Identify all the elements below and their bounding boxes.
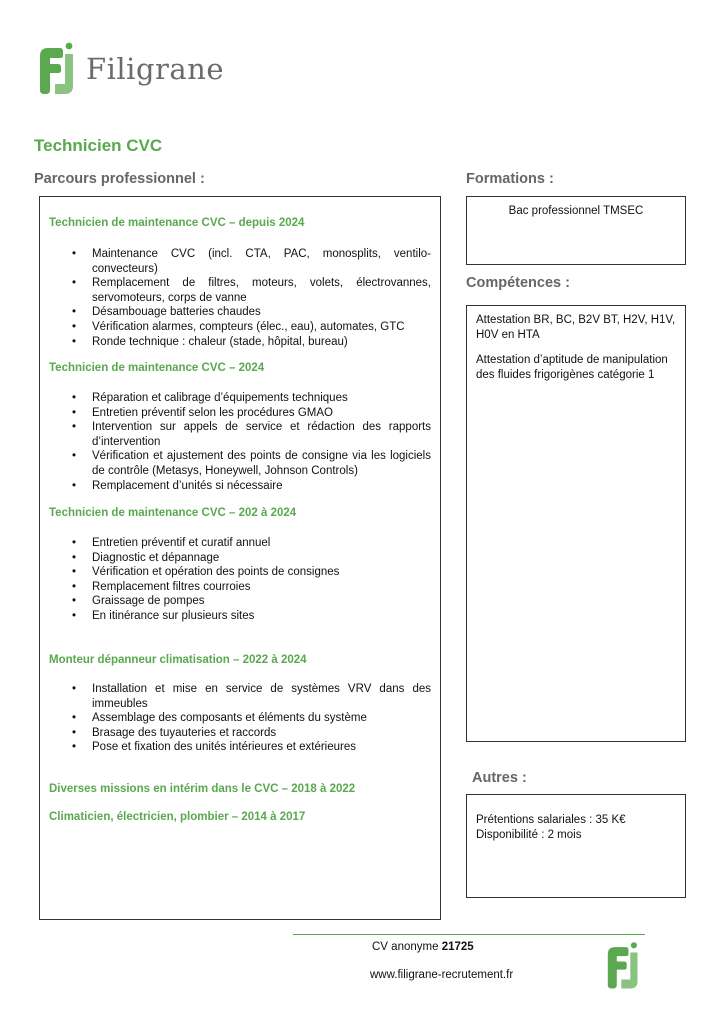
page-title: Technicien CVC xyxy=(34,136,163,155)
job-title: Technicien de maintenance CVC – 2024 xyxy=(49,362,265,374)
list-item: • Entretien préventif et curatif annuel xyxy=(49,536,431,551)
formations-heading: Formations : xyxy=(466,171,554,187)
job-title: Technicien de maintenance CVC – 202 à 2024 xyxy=(49,507,297,519)
brand-name: Filigrane xyxy=(86,52,225,86)
list-item: • Vérification et ajustement des points de consigne via les logiciels de contrôle (Metasys, Honeywell, Johnson Controls) xyxy=(49,449,431,478)
job-items xyxy=(49,391,431,493)
list-item: • Remplacement d’unités si nécessaire xyxy=(49,479,431,494)
list-item: • Intervention sur appels de service et rédaction des rapports d’intervention xyxy=(49,420,431,449)
job-items xyxy=(49,247,431,349)
autres-box xyxy=(466,794,686,898)
competences-box xyxy=(466,305,686,742)
competences-heading: Compétences : xyxy=(466,275,570,291)
formation-item: Bac professionnel TMSEC xyxy=(508,205,644,217)
list-item: • Pose et fixation des unités intérieures et extérieures xyxy=(49,740,431,755)
job-title: Climaticien, électricien, plombier – 2014 à 2017 xyxy=(49,811,306,823)
parcours-box xyxy=(39,196,441,920)
list-item: • Remplacement filtres courroies xyxy=(49,580,431,595)
footer-logo xyxy=(606,940,642,992)
list-item: • Remplacement de filtres, moteurs, volets, électrovannes, servomoteurs, corps de vanne xyxy=(49,276,431,305)
website-link[interactable]: www.filigrane-recrutement.fr xyxy=(370,969,514,981)
list-item: • Assemblage des composants et éléments du système xyxy=(49,711,431,726)
job-title: Technicien de maintenance CVC – depuis 2024 xyxy=(49,217,305,229)
list-item: • En itinérance sur plusieurs sites xyxy=(49,609,431,624)
filigrane-logo-mark-icon xyxy=(606,940,642,992)
cv-reference xyxy=(372,941,474,953)
list-item: • Désambouage batteries chaudes xyxy=(49,305,431,320)
list-item: • Maintenance CVC (incl. CTA, PAC, monosplits, ventilo-convecteurs) xyxy=(49,247,431,276)
formations-box xyxy=(466,196,686,265)
competence-item: Attestation BR, BC, B2V BT, H2V, H1V, H0V en HTA xyxy=(476,314,676,341)
competence-item: Attestation d’aptitude de manipulation des fluides frigorigènes catégorie 1 xyxy=(476,354,668,381)
availability: Disponibilité : 2 mois xyxy=(476,829,582,841)
autres-heading: Autres : xyxy=(472,770,527,786)
salary-expectation: Prétentions salariales : 35 K€ xyxy=(476,814,626,826)
list-item: • Installation et mise en service de systèmes VRV dans des immeubles xyxy=(49,682,431,711)
cv-number: 21725 xyxy=(441,941,474,953)
job-items xyxy=(49,536,431,624)
list-item: • Brasage des tuyauteries et raccords xyxy=(49,726,431,741)
filigrane-logo xyxy=(38,42,78,96)
cv-label: CV anonyme xyxy=(372,941,439,953)
list-item: • Diagnostic et dépannage xyxy=(49,551,431,566)
parcours-heading: Parcours professionnel : xyxy=(34,171,205,187)
job-title: Monteur dépanneur climatisation – 2022 à 2024 xyxy=(49,654,307,666)
job-title: Diverses missions en intérim dans le CVC – 2018 à 2022 xyxy=(49,783,356,795)
footer-divider xyxy=(293,934,645,935)
list-item: • Vérification alarmes, compteurs (élec., eau), automates, GTC xyxy=(49,320,431,335)
list-item: • Ronde technique : chaleur (stade, hôpital, bureau) xyxy=(49,335,431,350)
list-item: • Entretien préventif selon les procédures GMAO xyxy=(49,406,431,421)
list-item: • Vérification et opération des points de consignes xyxy=(49,565,431,580)
list-item: • Graissage de pompes xyxy=(49,594,431,609)
job-items xyxy=(49,682,431,755)
filigrane-logo-mark-icon xyxy=(38,42,78,96)
list-item: • Réparation et calibrage d’équipements techniques xyxy=(49,391,431,406)
